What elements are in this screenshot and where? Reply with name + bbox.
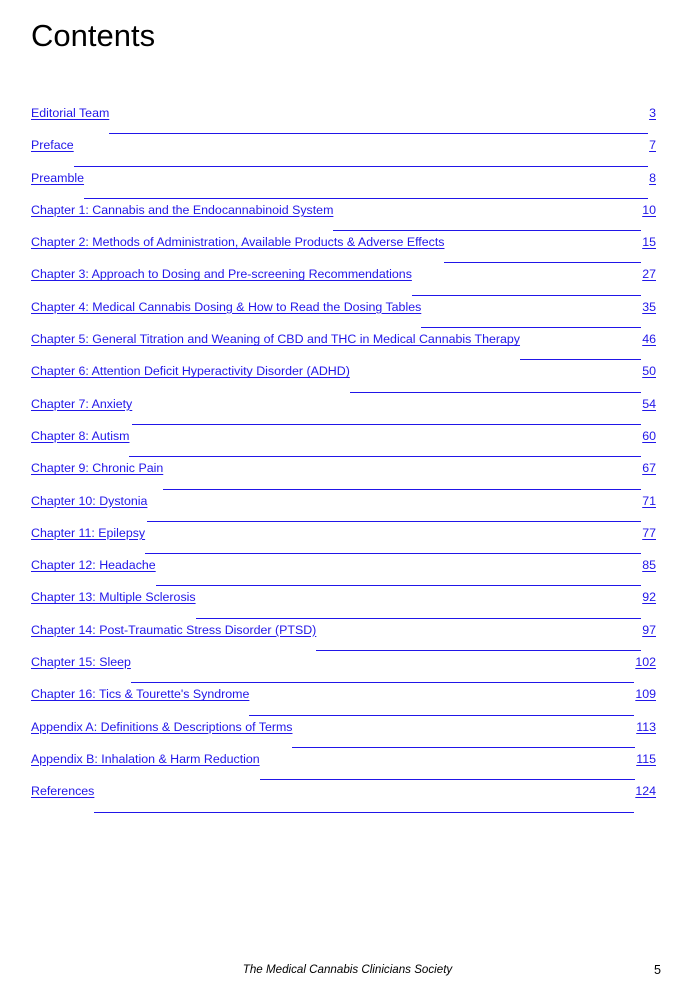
- toc-entry-page: 46: [642, 332, 656, 347]
- table-of-contents: [31, 106, 656, 817]
- toc-entry-label: Preamble: [31, 170, 85, 185]
- list-item[interactable]: [31, 267, 656, 299]
- toc-entry-page: 77: [642, 525, 656, 540]
- toc-entry-label: Preface: [31, 138, 74, 153]
- toc-entry-page: 27: [642, 267, 656, 282]
- toc-entry-page: 85: [642, 558, 656, 573]
- toc-leader-line: [156, 585, 642, 586]
- toc-entry-page: 115: [636, 751, 656, 766]
- list-item[interactable]: [31, 494, 656, 526]
- toc-leader-line: [132, 424, 641, 425]
- toc-entry-page: 97: [642, 622, 656, 637]
- toc-entry-label: Chapter 15: Sleep: [31, 655, 131, 670]
- list-item[interactable]: [31, 138, 656, 170]
- toc-entry-label: Chapter 11: Epilepsy: [31, 525, 146, 540]
- toc-leader-line: [520, 359, 641, 360]
- toc-entry-label: Chapter 7: Anxiety: [31, 396, 133, 411]
- toc-entry-label: Chapter 10: Dystonia: [31, 493, 148, 508]
- list-item[interactable]: [31, 655, 656, 687]
- list-item[interactable]: [31, 332, 656, 364]
- toc-leader-line: [131, 682, 634, 683]
- toc-entry-page: 50: [642, 364, 656, 379]
- list-item[interactable]: [31, 752, 656, 784]
- toc-entry-page: 60: [642, 428, 656, 443]
- toc-leader-line: [292, 747, 635, 748]
- toc-entry-page: 109: [635, 687, 656, 702]
- list-item[interactable]: [31, 558, 656, 590]
- toc-entry-page: 35: [642, 299, 656, 314]
- toc-leader-line: [129, 456, 641, 457]
- toc-leader-line: [260, 779, 636, 780]
- list-item[interactable]: [31, 300, 656, 332]
- toc-entry-page: 54: [642, 396, 656, 411]
- toc-entry-label: Chapter 2: Methods of Administration, Available Products & Adverse Effects: [31, 235, 445, 250]
- toc-leader-line: [145, 553, 641, 554]
- toc-entry-label: Chapter 16: Tics & Tourette's Syndrome: [31, 687, 250, 702]
- toc-entry-page: 113: [636, 719, 656, 734]
- toc-leader-line: [94, 812, 634, 813]
- toc-leader-line: [421, 327, 641, 328]
- toc-leader-line: [163, 489, 641, 490]
- list-item[interactable]: [31, 429, 656, 461]
- toc-entry-page: 71: [642, 493, 656, 508]
- list-item[interactable]: [31, 235, 656, 267]
- list-item[interactable]: [31, 687, 656, 719]
- toc-entry-label: Chapter 3: Approach to Dosing and Pre-screening Recommendations: [31, 267, 412, 282]
- list-item[interactable]: [31, 590, 656, 622]
- list-item[interactable]: [31, 364, 656, 396]
- toc-entry-label: Appendix B: Inhalation & Harm Reduction: [31, 751, 260, 766]
- list-item[interactable]: [31, 623, 656, 655]
- toc-entry-label: Chapter 14: Post-Traumatic Stress Disorder (PTSD): [31, 622, 317, 637]
- toc-entry-page: 92: [642, 590, 656, 605]
- toc-leader-line: [444, 262, 641, 263]
- list-item[interactable]: [31, 397, 656, 429]
- toc-leader-line: [249, 715, 634, 716]
- toc-entry-page: 8: [649, 170, 656, 185]
- toc-leader-line: [350, 392, 641, 393]
- toc-entry-page: 67: [642, 461, 656, 476]
- toc-entry-label: Chapter 9: Chronic Pain: [31, 461, 164, 476]
- toc-entry-page: 15: [642, 235, 656, 250]
- toc-entry-label: Chapter 8: Autism: [31, 428, 130, 443]
- toc-entry-label: Editorial Team: [31, 106, 110, 120]
- toc-entry-label: Appendix A: Definitions & Descriptions of Terms: [31, 719, 293, 734]
- toc-leader-line: [316, 650, 641, 651]
- toc-leader-line: [333, 230, 641, 231]
- toc-entry-label: Chapter 12: Headache: [31, 558, 156, 573]
- toc-leader-line: [196, 618, 642, 619]
- toc-leader-line: [74, 166, 648, 167]
- toc-leader-line: [412, 295, 641, 296]
- list-item[interactable]: [31, 171, 656, 203]
- toc-leader-line: [147, 521, 641, 522]
- toc-leader-line: [84, 198, 648, 199]
- toc-entry-label: Chapter 5: General Titration and Weaning of CBD and THC in Medical Cannabis Therapy: [31, 332, 521, 347]
- toc-entry-label: Chapter 6: Attention Deficit Hyperactivity Disorder (ADHD): [31, 364, 350, 379]
- list-item[interactable]: [31, 106, 656, 138]
- page-footer: [0, 963, 695, 983]
- toc-entry-label: Chapter 13: Multiple Sclerosis: [31, 590, 196, 605]
- toc-entry-page: 7: [649, 138, 656, 153]
- list-item[interactable]: [31, 461, 656, 493]
- toc-entry-page: 10: [642, 202, 656, 217]
- toc-entry-page: 124: [635, 784, 656, 799]
- toc-entry-label: References: [31, 784, 95, 799]
- toc-entry-page: 102: [635, 655, 656, 670]
- toc-leader-line: [109, 133, 648, 134]
- footer-organization: The Medical Cannabis Clinicians Society: [242, 963, 453, 976]
- footer-page-number: 5: [653, 963, 661, 977]
- toc-entry-label: Chapter 4: Medical Cannabis Dosing & How to Read the Dosing Tables: [31, 299, 422, 314]
- toc-entry-label: Chapter 1: Cannabis and the Endocannabinoid System: [31, 202, 334, 217]
- toc-entry-page: 3: [649, 106, 656, 120]
- list-item[interactable]: [31, 203, 656, 235]
- list-item[interactable]: [31, 720, 656, 752]
- page-title: Contents: [31, 18, 156, 53]
- list-item[interactable]: [31, 784, 656, 816]
- list-item[interactable]: [31, 526, 656, 558]
